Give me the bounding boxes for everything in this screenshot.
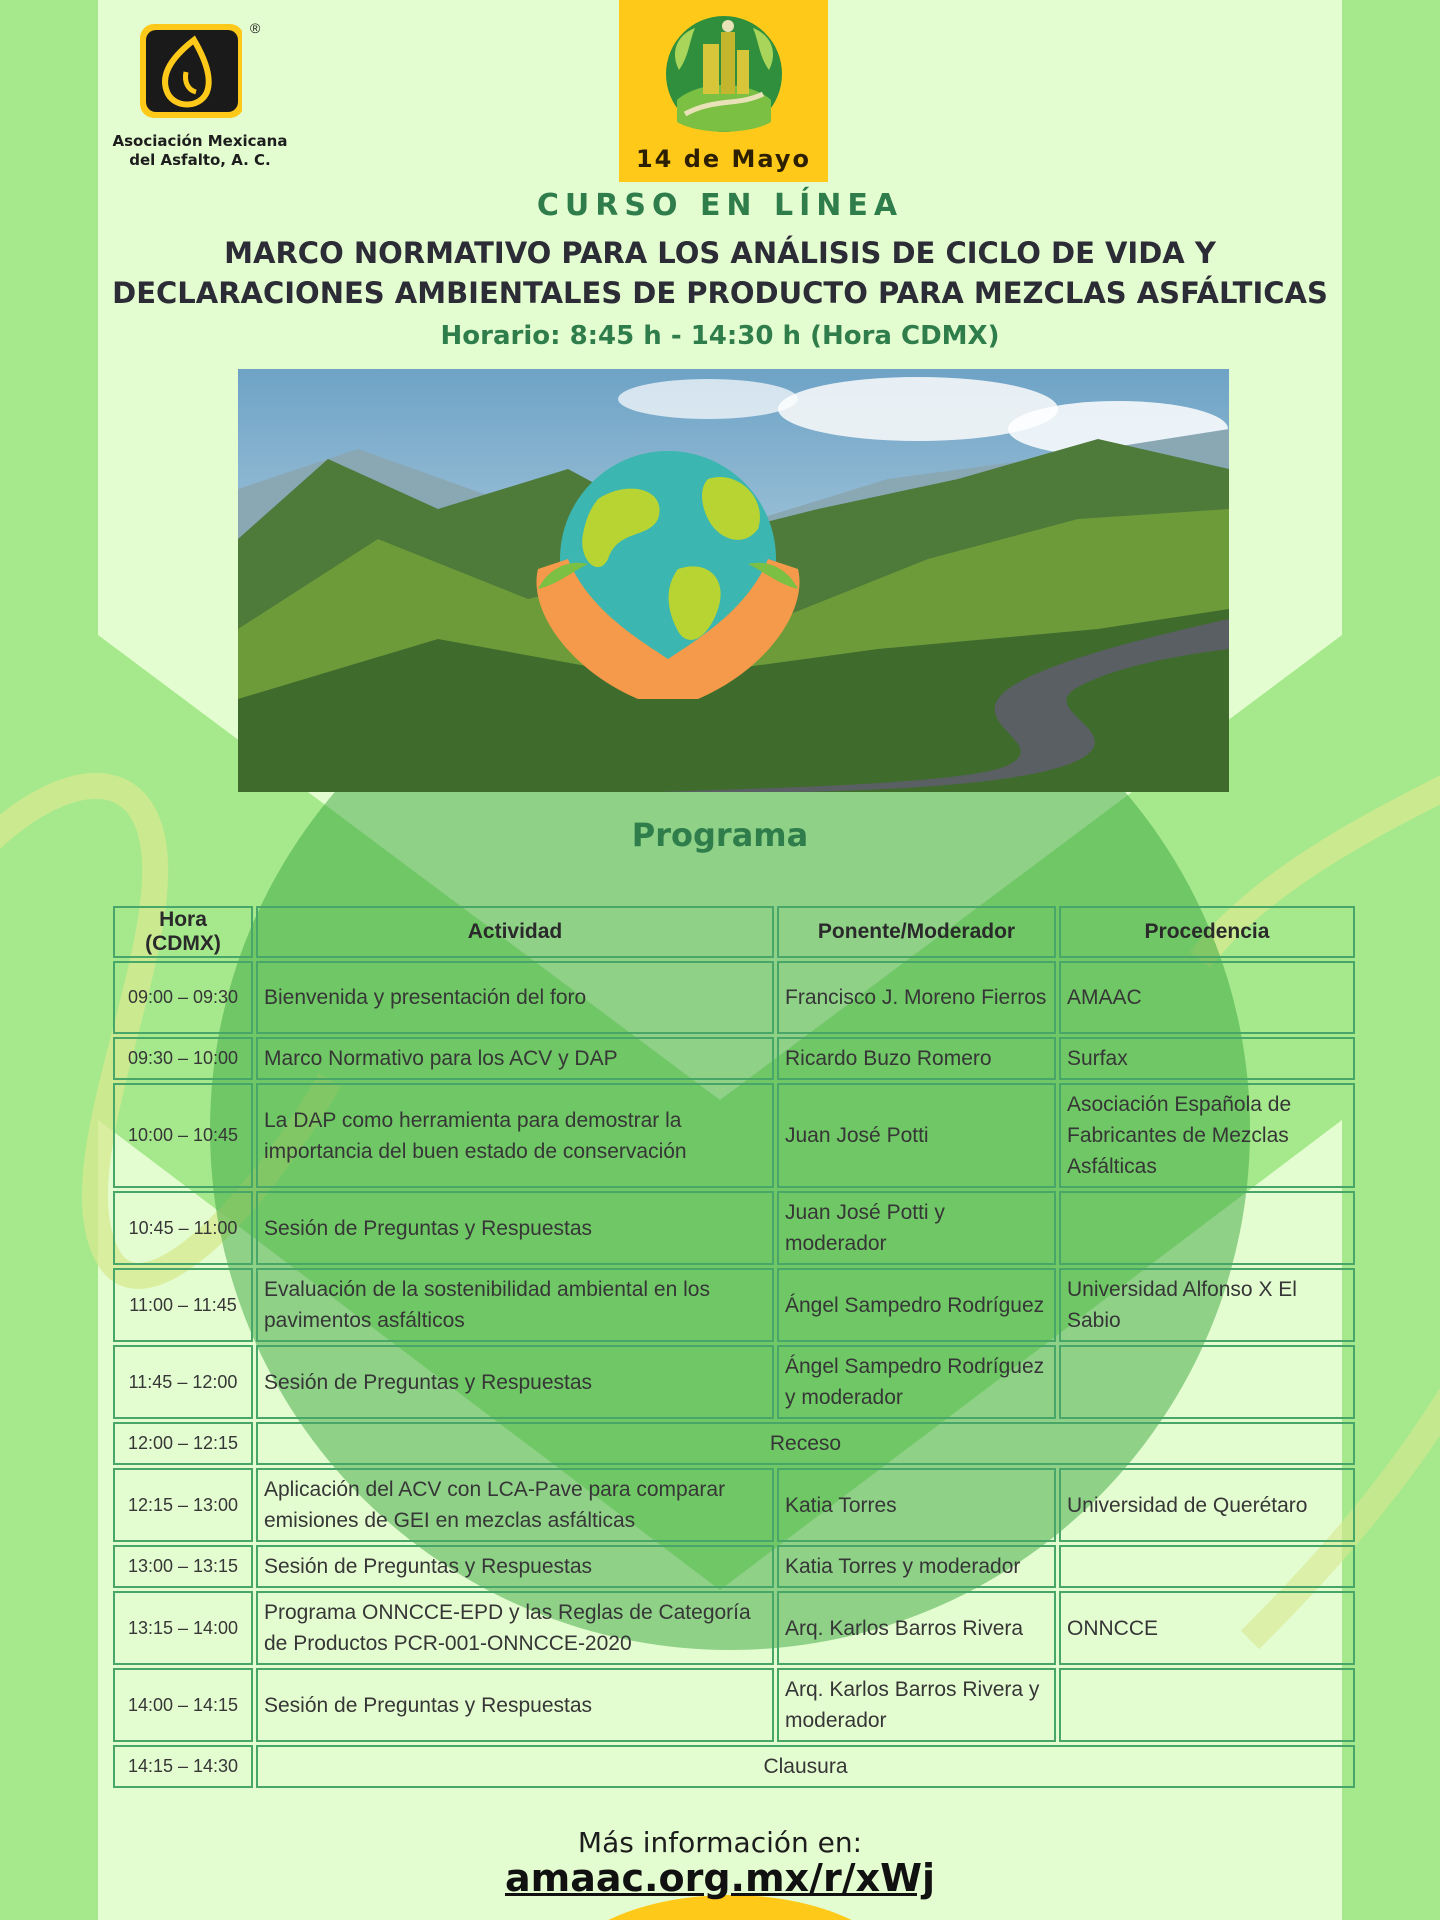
row-origin [1059,1191,1355,1265]
row-time: 14:15 – 14:30 [113,1745,253,1788]
table-row [113,1545,1355,1588]
organization-name-line1: Asociación Mexicana [112,132,288,150]
date-badge [619,0,828,182]
row-origin [1059,1668,1355,1742]
row-speaker: Katia Torres [777,1468,1056,1542]
row-activity: Sesión de Preguntas y Respuestas [256,1191,774,1265]
table-row [113,1468,1355,1542]
row-break: Receso [256,1422,1355,1465]
row-time: 14:00 – 14:15 [113,1668,253,1742]
table-row [113,1422,1355,1465]
row-origin: ONNCCE [1059,1591,1355,1665]
program-heading: Programa [631,816,809,854]
row-time: 12:00 – 12:15 [113,1422,253,1465]
table-row [113,1745,1355,1788]
course-label: CURSO EN LÍNEA [536,188,904,223]
row-origin: Surfax [1059,1037,1355,1080]
organization-name [100,132,300,170]
table-row [113,1191,1355,1265]
row-activity: Marco Normativo para los ACV y DAP [256,1037,774,1080]
row-speaker: Katia Torres y moderador [777,1545,1056,1588]
row-speaker: Juan José Potti y moderador [777,1191,1056,1265]
row-time: 13:15 – 14:00 [113,1591,253,1665]
more-info-link[interactable]: amaac.org.mx/r/xWj [504,1856,936,1900]
row-closing: Clausura [256,1745,1355,1788]
row-activity: Sesión de Preguntas y Respuestas [256,1668,774,1742]
row-speaker: Juan José Potti [777,1083,1056,1188]
column-header-activity: Actividad [256,906,774,958]
more-info-label: Más información en: [577,1826,863,1859]
column-header-time: Hora (CDMX) [113,906,253,958]
course-title-line2: DECLARACIONES AMBIENTALES DE PRODUCTO PARA MEZCLAS ASFÁLTICAS [112,276,1328,310]
event-date: 14 de Mayo [635,145,812,173]
row-time: 09:00 – 09:30 [113,961,253,1034]
column-header-origin: Procedencia [1059,906,1355,958]
course-title-line1: MARCO NORMATIVO PARA LOS ANÁLISIS DE CICLO DE VIDA Y [224,236,1216,270]
row-activity: Evaluación de la sostenibilidad ambiental en los pavimentos asfálticos [256,1268,774,1342]
table-row [113,1668,1355,1742]
green-city-emblem-icon [659,10,789,138]
row-time: 13:00 – 13:15 [113,1545,253,1588]
amaac-logo [100,20,300,170]
row-activity: Bienvenida y presentación del foro [256,961,774,1034]
table-row [113,961,1355,1034]
row-origin: Asociación Española de Fabricantes de Mezclas Asfálticas [1059,1083,1355,1188]
row-activity: Aplicación del ACV con LCA-Pave para comparar emisiones de GEI en mezclas asfálticas [256,1468,774,1542]
table-header-row [113,906,1355,958]
row-origin: Universidad Alfonso X El Sabio [1059,1268,1355,1342]
row-speaker: Arq. Karlos Barros Rivera y moderador [777,1668,1056,1742]
row-activity: Sesión de Preguntas y Respuestas [256,1545,774,1588]
program-table [110,903,1358,1791]
row-speaker: Arq. Karlos Barros Rivera [777,1591,1056,1665]
row-time: 12:15 – 13:00 [113,1468,253,1542]
hero-illustration [238,369,1229,792]
table-row [113,1037,1355,1080]
row-time: 11:45 – 12:00 [113,1345,253,1419]
row-time: 11:00 – 11:45 [113,1268,253,1342]
row-speaker: Ricardo Buzo Romero [777,1037,1056,1080]
table-row [113,1268,1355,1342]
organization-name-line2: del Asfalto, A. C. [129,151,271,169]
row-speaker: Ángel Sampedro Rodríguez [777,1268,1056,1342]
row-speaker: Ángel Sampedro Rodríguez y moderador [777,1345,1056,1419]
row-origin: Universidad de Querétaro [1059,1468,1355,1542]
row-time: 09:30 – 10:00 [113,1037,253,1080]
table-row [113,1083,1355,1188]
row-time: 10:00 – 10:45 [113,1083,253,1188]
course-schedule: Horario: 8:45 h - 14:30 h (Hora CDMX) [440,321,1000,351]
registered-mark: ® [250,20,261,36]
table-row [113,1591,1355,1665]
row-origin: AMAAC [1059,961,1355,1034]
row-activity: La DAP como herramienta para demostrar la importancia del buen estado de conservación [256,1083,774,1188]
course-title [0,233,1440,313]
table-row [113,1345,1355,1419]
row-origin [1059,1345,1355,1419]
row-speaker: Francisco J. Moreno Fierros [777,961,1056,1034]
row-origin [1059,1545,1355,1588]
row-activity: Programa ONNCCE-EPD y las Reglas de Categoría de Productos PCR-001-ONNCCE-2020 [256,1591,774,1665]
row-time: 10:45 – 11:00 [113,1191,253,1265]
row-activity: Sesión de Preguntas y Respuestas [256,1345,774,1419]
asphalt-drop-logo-icon [138,20,261,120]
column-header-speaker: Ponente/Moderador [777,906,1056,958]
